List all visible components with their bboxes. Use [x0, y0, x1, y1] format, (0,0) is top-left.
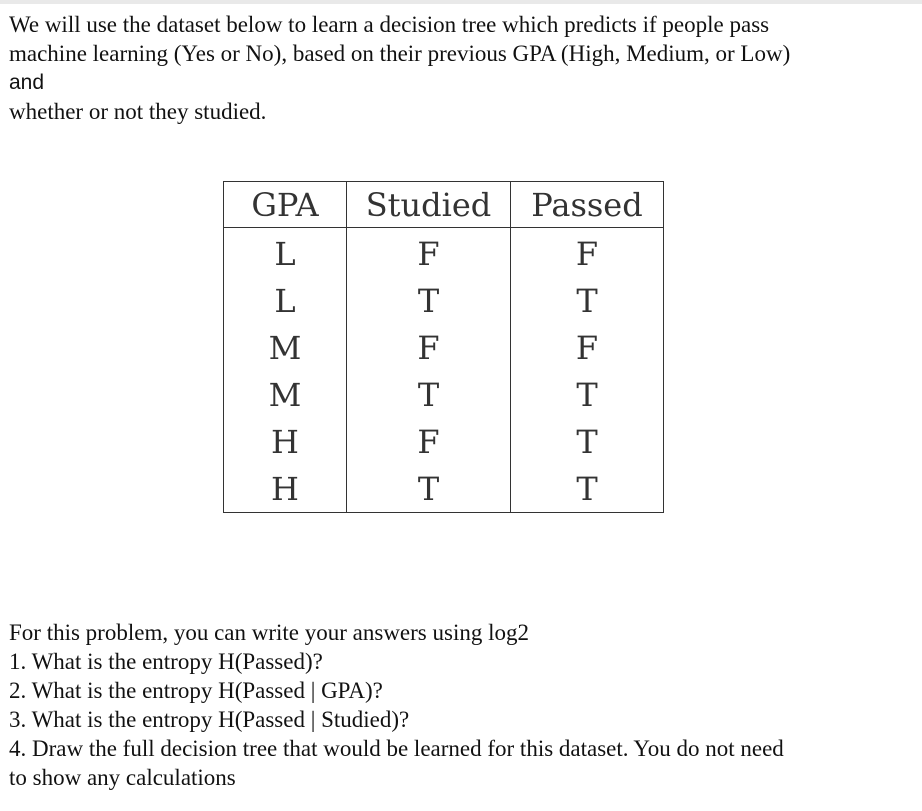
table-row — [224, 228, 664, 278]
cell-studied: F — [347, 324, 511, 371]
cell-passed: T — [576, 422, 598, 461]
cell-studied: T — [347, 465, 511, 513]
intro-line-1: We will use the dataset below to learn a decision tree which predicts if people pass — [9, 12, 770, 37]
header-studied: Studied — [347, 182, 511, 228]
questions-intro: For this problem, you can write your answers using log2 — [9, 620, 529, 645]
question-2: 2. What is the entropy H(Passed | GPA)? — [9, 678, 383, 703]
cell-passed: T — [576, 469, 598, 508]
cell-passed: T — [576, 375, 598, 414]
intro-line-4: whether or not they studied. — [9, 99, 267, 124]
table-row — [224, 277, 664, 324]
question-list — [9, 618, 909, 792]
question-4-line-1: 4. Draw the full decision tree that would be learned for this dataset. You do not need — [9, 736, 784, 761]
dataset-table — [223, 181, 664, 513]
top-divider — [0, 0, 922, 4]
cell-passed: F — [575, 328, 599, 367]
question-1: 1. What is the entropy H(Passed)? — [9, 649, 323, 674]
question-3: 3. What is the entropy H(Passed | Studied)? — [9, 707, 410, 732]
intro-line-3: and — [9, 71, 45, 94]
header-passed: Passed — [511, 182, 664, 228]
intro-line-2: machine learning (Yes or No), based on their previous GPA (High, Medium, or Low) — [9, 41, 791, 66]
table-header-row — [224, 182, 664, 228]
problem-intro — [9, 10, 889, 126]
table-row — [224, 418, 664, 465]
cell-gpa: L — [224, 277, 347, 324]
cell-gpa: M — [224, 371, 347, 418]
table-row — [224, 465, 664, 513]
cell-passed: F — [575, 234, 599, 273]
cell-gpa: M — [224, 324, 347, 371]
cell-gpa: L — [224, 228, 347, 278]
question-4-line-2: to show any calculations — [9, 765, 236, 790]
table-row — [224, 371, 664, 418]
cell-studied: T — [347, 371, 511, 418]
cell-gpa: H — [224, 418, 347, 465]
cell-passed: T — [576, 281, 598, 320]
table-row — [224, 324, 664, 371]
header-gpa: GPA — [224, 182, 347, 228]
cell-studied: F — [347, 418, 511, 465]
cell-gpa: H — [224, 465, 347, 513]
cell-studied: T — [347, 277, 511, 324]
cell-studied: F — [347, 228, 511, 278]
